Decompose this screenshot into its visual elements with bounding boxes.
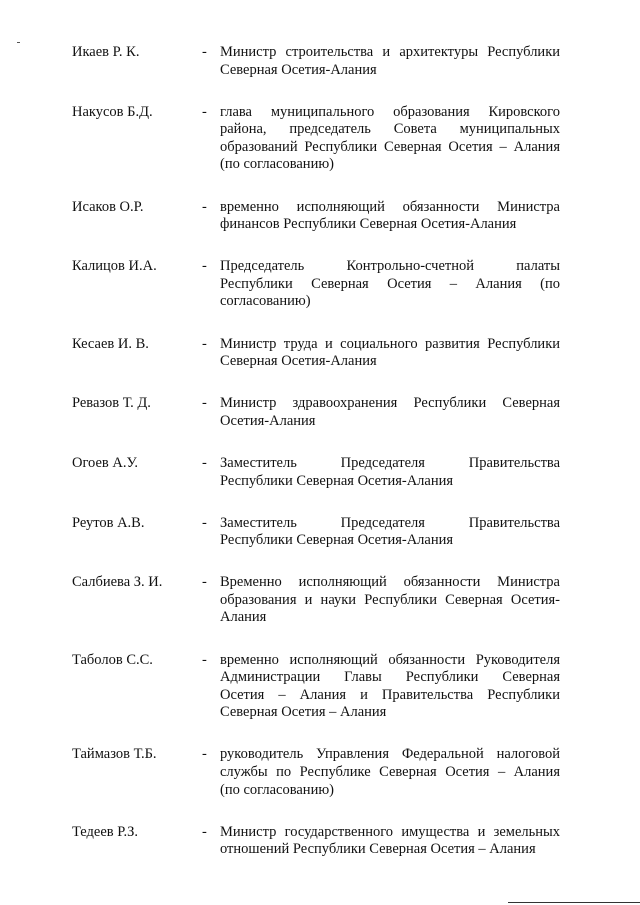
role-line: Временно исполняющий обязанности Министра (220, 574, 560, 591)
member-role (220, 395, 560, 430)
member-entry (72, 746, 560, 799)
member-role (220, 44, 560, 79)
member-dash: - (202, 258, 207, 275)
member-name: Огоев А.У. (72, 454, 139, 471)
member-role (220, 258, 560, 311)
member-name: Икаев Р. К. (72, 44, 140, 60)
member-role (220, 455, 560, 490)
member-dash: - (202, 514, 207, 531)
role-line: Заместитель Председателя Правительства (220, 514, 560, 531)
role-line: Председатель Контрольно-счетной палаты (220, 258, 560, 275)
role-line: Республики Северная Осетия-Алания (220, 472, 454, 489)
role-line: (по согласованию) (220, 781, 334, 798)
role-line: руководитель Управления Федеральной налоговой (220, 746, 560, 763)
member-entry (72, 104, 560, 174)
member-entry (72, 455, 560, 490)
footer-rule (508, 902, 640, 903)
member-entry (72, 395, 560, 430)
role-line: временно исполняющий обязанности Министра (220, 198, 560, 215)
member-role (220, 336, 560, 371)
role-line: Администрации Главы Республики Северная (220, 669, 560, 686)
member-name: Накусов Б.Д. (72, 103, 153, 120)
member-role (220, 824, 560, 859)
role-line: Министр государственного имущества и земельных (220, 823, 560, 840)
role-line: Республики Северная Осетия – Алания (по (220, 275, 560, 292)
role-line: Северная Осетия-Алания (220, 353, 377, 370)
member-role (220, 104, 560, 174)
member-name: Салбиева З. И. (72, 574, 163, 591)
role-line: Министр строительства и архитектуры Республики (220, 44, 560, 60)
member-name: Тедеев Р.З. (72, 823, 139, 840)
member-dash: - (202, 44, 207, 60)
member-dash: - (202, 103, 207, 120)
member-role (220, 574, 560, 627)
role-line: отношений Республики Северная Осетия – Алания (220, 841, 536, 858)
member-role (220, 515, 560, 550)
member-entry (72, 44, 560, 79)
member-name: Реутов А.В. (72, 514, 145, 531)
member-dash: - (202, 574, 207, 591)
role-line: согласованию) (220, 293, 311, 310)
role-line: района, председатель Совета муниципальных (220, 121, 560, 138)
member-name: Таболов С.С. (72, 651, 153, 668)
member-dash: - (202, 395, 207, 412)
role-line: Северная Осетия-Алания (220, 61, 377, 78)
member-name: Ревазов Т. Д. (72, 395, 151, 412)
member-name: Кесаев И. В. (72, 335, 149, 352)
role-line: Осетия – Алания и Правительства Республики (220, 686, 560, 703)
role-line: Министр труда и социального развития Республики (220, 335, 560, 352)
member-role (220, 199, 560, 234)
role-line: Заместитель Председателя Правительства (220, 454, 560, 471)
member-entry (72, 515, 560, 550)
member-dash: - (202, 823, 207, 840)
member-name: Исаков О.Р. (72, 198, 144, 215)
member-dash: - (202, 651, 207, 668)
role-line: Осетия-Алания (220, 412, 316, 429)
member-dash: - (202, 198, 207, 215)
member-list (72, 44, 560, 883)
member-dash: - (202, 454, 207, 471)
role-line: Алания (220, 609, 267, 626)
role-line: Северная Осетия – Алания (220, 704, 387, 721)
member-entry (72, 258, 560, 311)
role-line: Республики Северная Осетия-Алания (220, 532, 454, 549)
role-line: временно исполняющий обязанности Руководителя (220, 651, 560, 668)
role-line: Министр здравоохранения Республики Северная (220, 395, 560, 412)
role-line: (по согласованию) (220, 156, 334, 173)
member-role (220, 652, 560, 722)
scan-mark (17, 42, 20, 43)
member-role (220, 746, 560, 799)
role-line: глава муниципального образования Кировского (220, 103, 560, 120)
member-name: Таймазов Т.Б. (72, 746, 157, 763)
member-entry (72, 199, 560, 234)
member-entry (72, 824, 560, 859)
member-entry (72, 574, 560, 627)
role-line: образований Республики Северная Осетия – Алания (220, 138, 560, 155)
member-entry (72, 336, 560, 371)
role-line: службы по Республике Северная Осетия – Алания (220, 764, 560, 781)
role-line: образования и науки Республики Северная Осетия- (220, 591, 560, 608)
member-entry (72, 652, 560, 722)
member-name: Калицов И.А. (72, 258, 157, 275)
member-dash: - (202, 746, 207, 763)
member-dash: - (202, 335, 207, 352)
role-line: финансов Республики Северная Осетия-Алания (220, 216, 517, 233)
